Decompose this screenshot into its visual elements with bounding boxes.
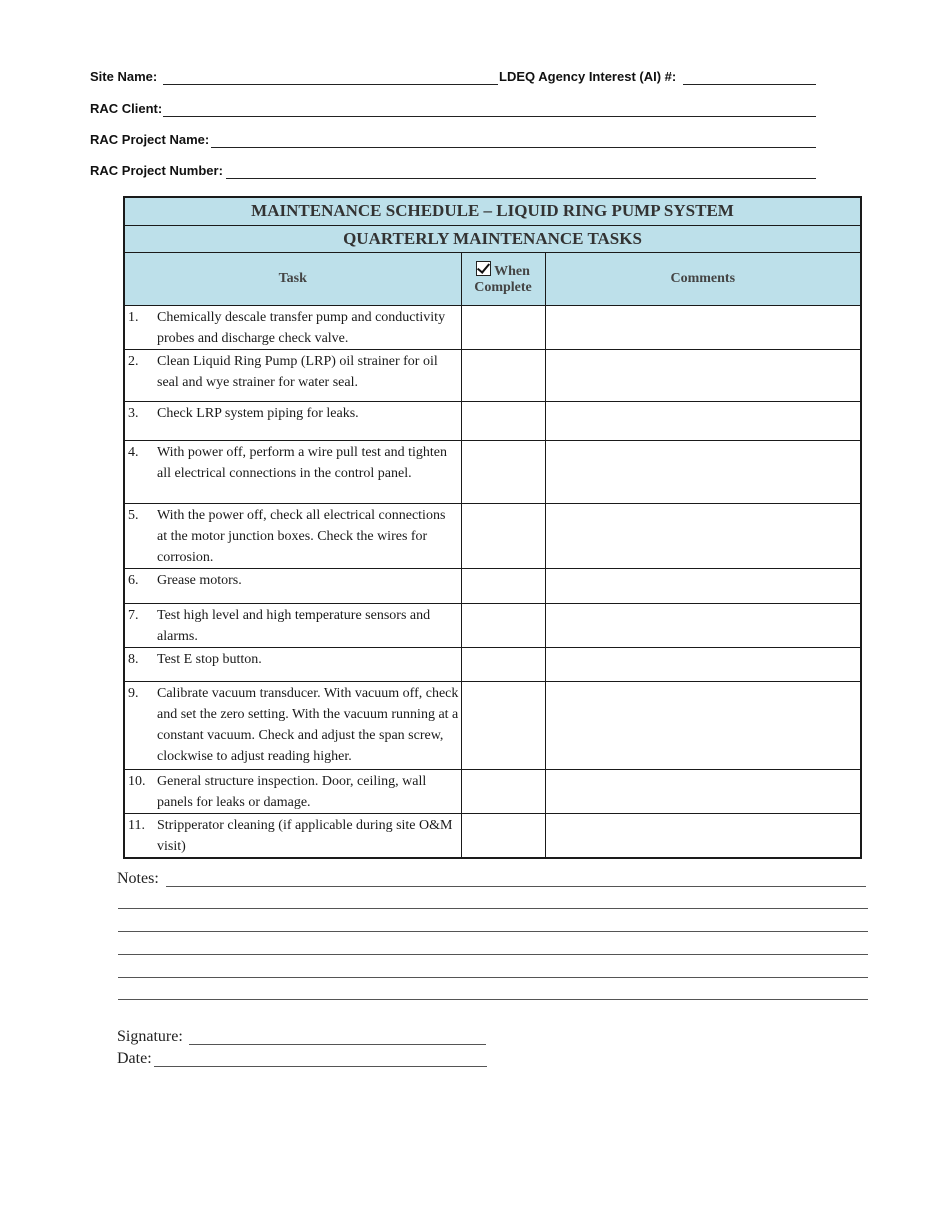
task-text: Calibrate vacuum transducer. With vacuum off, check and set the zero setting. With the vacuum running at a constant vacuum. Check and adjust the span screw, clockwise to adjust reading higher.: [157, 685, 459, 764]
table-row: [124, 647, 861, 681]
task-cell: [124, 503, 461, 568]
comments-cell[interactable]: [545, 503, 861, 568]
task-number: 7.: [128, 607, 139, 623]
table-row: [124, 568, 861, 603]
rac-project-number-field[interactable]: [226, 178, 816, 179]
site-name-label: Site Name:: [90, 69, 158, 84]
notes-line[interactable]: [166, 886, 866, 887]
signature-field[interactable]: [189, 1044, 486, 1045]
when-complete-cell[interactable]: [461, 401, 545, 440]
notes-line[interactable]: [118, 954, 868, 955]
site-name-field[interactable]: [163, 84, 498, 85]
task-number: 5.: [128, 507, 139, 523]
task-number: 3.: [128, 405, 139, 421]
task-text: Stripperator cleaning (if applicable during site O&M visit): [157, 817, 453, 854]
comments-cell[interactable]: [545, 681, 861, 769]
when-complete-cell[interactable]: [461, 349, 545, 401]
task-number: 1.: [128, 309, 139, 325]
task-cell: [124, 769, 461, 813]
table-row: [124, 769, 861, 813]
task-number: 2.: [128, 353, 139, 369]
rac-project-name-label: RAC Project Name:: [90, 132, 210, 147]
task-cell: [124, 305, 461, 349]
schedule-title: MAINTENANCE SCHEDULE – LIQUID RING PUMP SYSTEM: [124, 197, 861, 225]
when-complete-cell[interactable]: [461, 603, 545, 647]
task-text: Test E stop button.: [157, 651, 262, 667]
comments-cell[interactable]: [545, 603, 861, 647]
task-text: With power off, perform a wire pull test and tighten all electrical connections in the control panel.: [157, 444, 447, 481]
task-cell: [124, 813, 461, 858]
comments-cell[interactable]: [545, 647, 861, 681]
maintenance-schedule-table: [123, 196, 862, 859]
rac-client-field[interactable]: [163, 116, 816, 117]
notes-line[interactable]: [118, 931, 868, 932]
task-text: General structure inspection. Door, ceiling, wall panels for leaks or damage.: [157, 773, 427, 810]
task-text: Grease motors.: [157, 572, 242, 588]
when-complete-cell[interactable]: [461, 503, 545, 568]
task-cell: [124, 440, 461, 503]
when-complete-cell[interactable]: [461, 681, 545, 769]
when-label: When: [494, 264, 530, 279]
task-text: Clean Liquid Ring Pump (LRP) oil strainer for oil seal and wye strainer for water seal.: [157, 353, 438, 390]
task-cell: [124, 681, 461, 769]
task-text: Test high level and high temperature sensors and alarms.: [157, 607, 431, 644]
task-number: 8.: [128, 651, 139, 667]
comments-cell[interactable]: [545, 440, 861, 503]
schedule-subtitle: QUARTERLY MAINTENANCE TASKS: [124, 225, 861, 252]
comments-cell[interactable]: [545, 305, 861, 349]
comments-cell[interactable]: [545, 813, 861, 858]
date-label: Date:: [117, 1050, 152, 1067]
complete-label: Complete: [474, 280, 532, 295]
date-field[interactable]: [154, 1066, 487, 1067]
task-cell: [124, 349, 461, 401]
task-number: 10.: [128, 773, 146, 789]
when-complete-cell[interactable]: [461, 305, 545, 349]
rac-project-name-field[interactable]: [211, 147, 816, 148]
comments-cell[interactable]: [545, 568, 861, 603]
notes-line[interactable]: [118, 908, 868, 909]
task-cell: [124, 647, 461, 681]
table-row: [124, 440, 861, 503]
when-complete-cell[interactable]: [461, 568, 545, 603]
table-row: [124, 401, 861, 440]
table-row: [124, 813, 861, 858]
task-cell: [124, 401, 461, 440]
table-row: [124, 681, 861, 769]
notes-line[interactable]: [118, 977, 868, 978]
task-text: With the power off, check all electrical connections at the motor junction boxes. Check the wires for corrosion.: [157, 507, 446, 565]
comments-cell[interactable]: [545, 401, 861, 440]
task-cell: [124, 603, 461, 647]
when-complete-cell[interactable]: [461, 769, 545, 813]
table-row: [124, 603, 861, 647]
comments-cell[interactable]: [545, 769, 861, 813]
table-row: [124, 305, 861, 349]
rac-client-label: RAC Client:: [90, 101, 163, 116]
task-number: 4.: [128, 444, 139, 460]
task-number: 11.: [128, 817, 145, 833]
checkbox-icon: [476, 261, 491, 276]
table-row: [124, 503, 861, 568]
task-number: 6.: [128, 572, 139, 588]
table-row: [124, 349, 861, 401]
ai-number-label: LDEQ Agency Interest (AI) #:: [499, 69, 677, 84]
comments-cell[interactable]: [545, 349, 861, 401]
when-complete-column-header: [461, 252, 545, 305]
when-complete-cell[interactable]: [461, 647, 545, 681]
notes-label: Notes:: [117, 870, 159, 887]
task-number: 9.: [128, 685, 139, 701]
when-complete-cell[interactable]: [461, 813, 545, 858]
task-column-header: Task: [124, 252, 461, 305]
comments-column-header: Comments: [545, 252, 861, 305]
ai-number-field[interactable]: [683, 84, 816, 85]
signature-label: Signature:: [117, 1028, 183, 1045]
notes-line[interactable]: [118, 999, 868, 1000]
task-cell: [124, 568, 461, 603]
task-text: Chemically descale transfer pump and conductivity probes and discharge check valve.: [157, 309, 446, 346]
task-text: Check LRP system piping for leaks.: [157, 405, 359, 421]
when-complete-cell[interactable]: [461, 440, 545, 503]
rac-project-number-label: RAC Project Number:: [90, 163, 223, 178]
